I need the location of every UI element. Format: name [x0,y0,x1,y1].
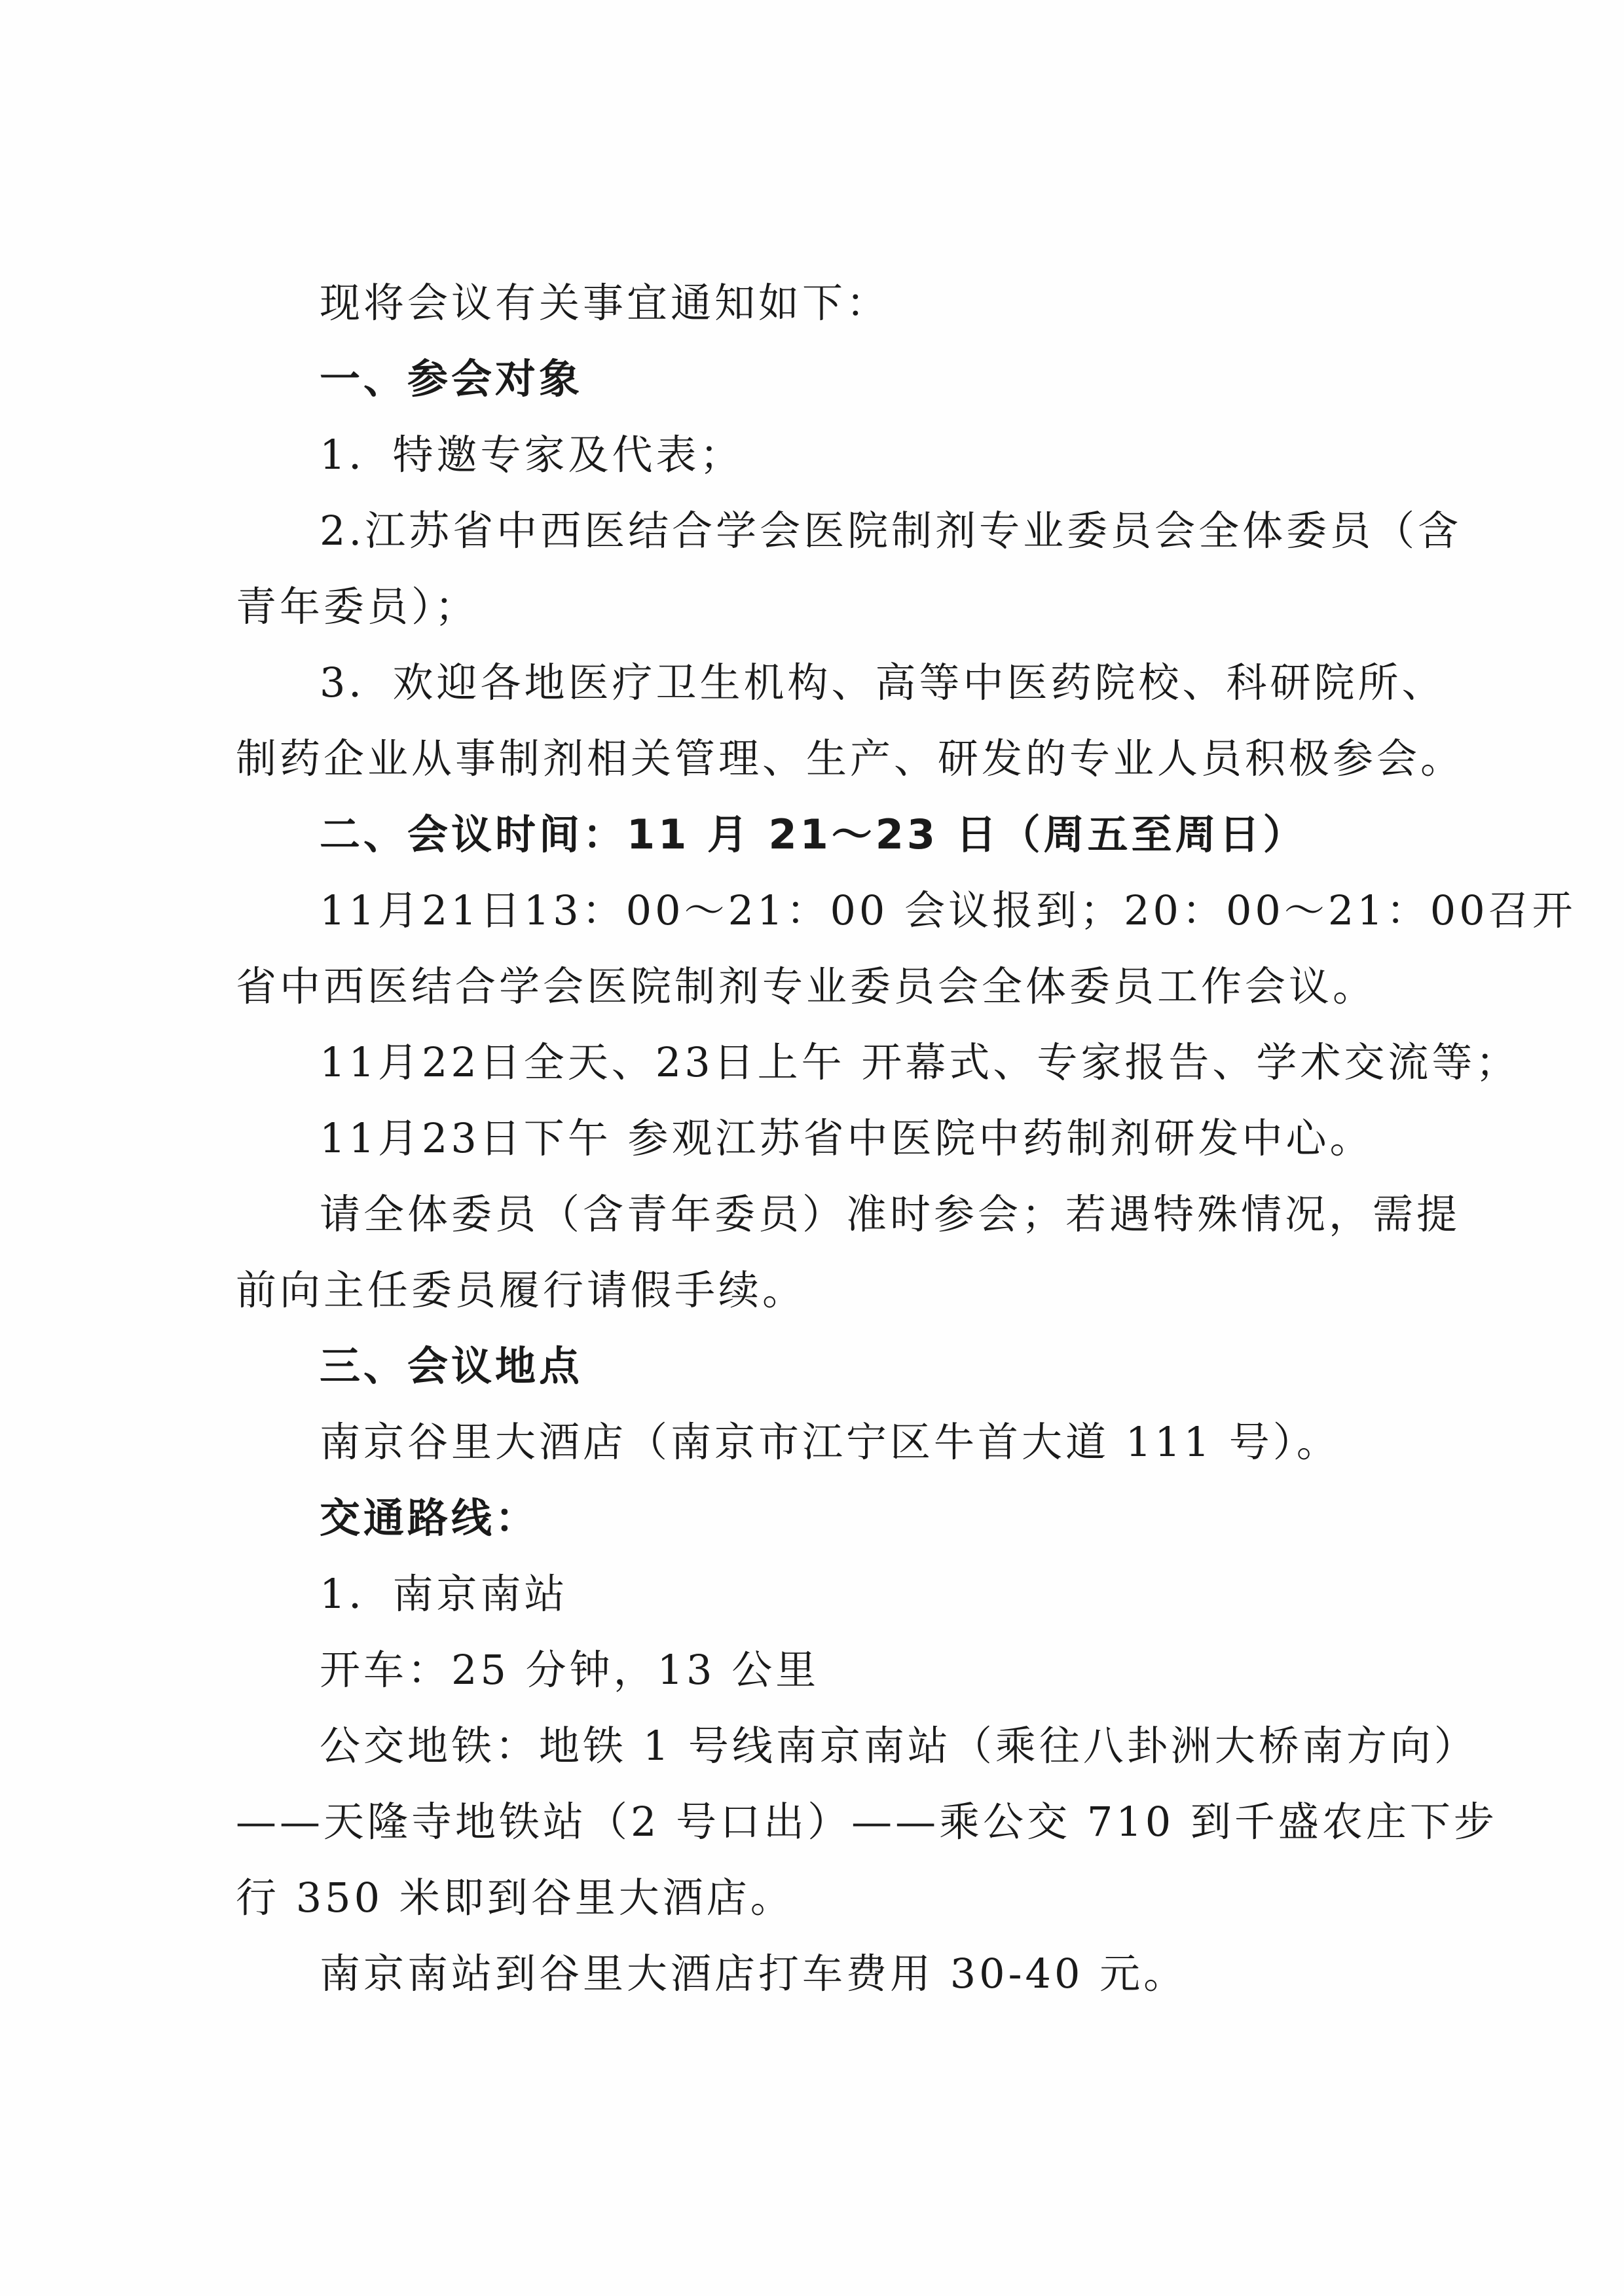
paragraph-line: 制药企业从事制剂相关管理、生产、研发的专业人员积极参会。 [236,735,1465,782]
section-heading: 三、会议地点 [320,1342,583,1390]
paragraph-line: 2.江苏省中西医结合学会医院制剂专业委员会全体委员（含 [320,507,1462,555]
section-heading: 交通路线： [320,1494,540,1542]
paragraph-line: 开车：25 分钟，13 公里 [320,1646,820,1694]
paragraph-line: 前向主任委员履行请假手续。 [236,1266,807,1314]
paragraph-line: 南京南站到谷里大酒店打车费用 30-40 元。 [320,1950,1188,1997]
paragraph-line: 11月22日全天、23日上午 开幕式、专家报告、学术交流等； [320,1038,1520,1086]
document-body [236,265,1576,2012]
paragraph-line: 11月23日下午 参观江苏省中医院中药制剂研发中心。 [320,1114,1374,1162]
paragraph-line: 行 350 米即到谷里大酒店。 [236,1874,794,1922]
paragraph-line: 南京谷里大酒店（南京市江宁区牛首大道 111 号）。 [320,1418,1340,1466]
paragraph-line: 3．欢迎各地医疗卫生机构、高等中医药院校、科研院所、 [320,659,1446,706]
paragraph-line: 请全体委员（含青年委员）准时参会；若遇特殊情况，需提 [320,1190,1461,1238]
paragraph-line: 青年委员）； [236,583,479,630]
paragraph-line: 省中西医结合学会医院制剂专业委员会全体委员工作会议。 [236,962,1377,1010]
paragraph-line: 现将会议有关事宜通知如下： [320,279,891,327]
paragraph-line: 1．南京南站 [320,1570,568,1618]
section-heading: 一、参会对象 [320,355,583,403]
paragraph-line: 11月21日13：00～21：00 会议报到；20：00～21：00召开 [320,886,1576,934]
paragraph-line: 公交地铁：地铁 1 号线南京南站（乘往八卦洲大桥南方向） [320,1722,1478,1770]
section-heading: 二、会议时间：11 月 21～23 日（周五至周日） [320,811,1307,858]
paragraph-line: ——天隆寺地铁站（2 号口出）——乘公交 710 到千盛农庄下步 [236,1798,1498,1846]
paragraph-line: 1．特邀专家及代表； [320,431,744,479]
